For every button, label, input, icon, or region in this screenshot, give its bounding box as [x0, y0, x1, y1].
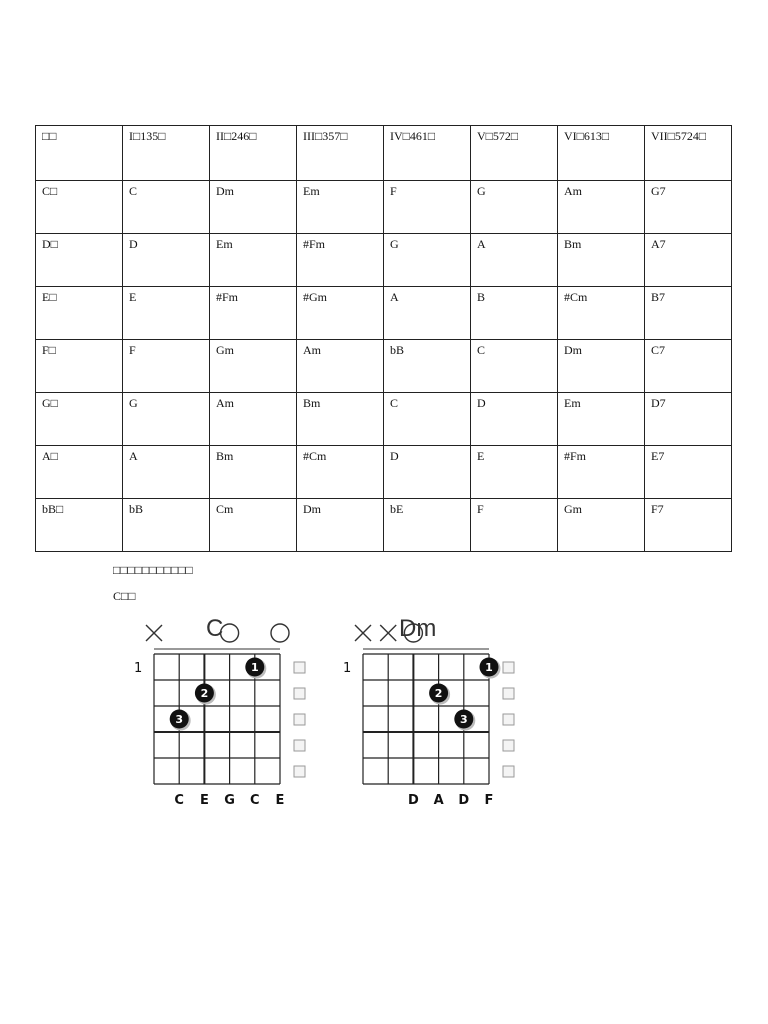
chord-table-body	[36, 126, 732, 552]
table-cell: Bm	[297, 393, 384, 446]
table-cell: F	[123, 340, 210, 393]
table-cell: C	[123, 181, 210, 234]
finger-number: 1	[250, 661, 259, 674]
table-cell: #Fm	[558, 446, 645, 499]
table-cell: G□	[36, 393, 123, 446]
table-cell: V□572□	[471, 126, 558, 181]
table-header-row	[36, 126, 732, 181]
caption-line-2: C□□	[113, 589, 136, 603]
table-cell: E□	[36, 287, 123, 340]
table-cell: Am	[297, 340, 384, 393]
table-row	[36, 234, 732, 287]
table-cell: III□357□	[297, 126, 384, 181]
fret-box-icon	[294, 714, 305, 725]
table-cell: II□246□	[210, 126, 297, 181]
fret-box-icon	[503, 714, 514, 725]
table-cell: Gm	[210, 340, 297, 393]
table-cell: Bm	[210, 446, 297, 499]
table-cell: E7	[645, 446, 732, 499]
table-cell: G	[123, 393, 210, 446]
table-cell: #Gm	[297, 287, 384, 340]
table-cell: C□	[36, 181, 123, 234]
table-cell: Em	[558, 393, 645, 446]
chord-name: Dm	[399, 615, 437, 642]
note-label: F	[484, 793, 494, 808]
fret-box-icon	[294, 662, 305, 673]
table-cell: Cm	[210, 499, 297, 552]
caption-line-1: □□□□□□□□□□□	[113, 563, 193, 577]
note-label: E	[275, 793, 285, 808]
fret-box-icon	[294, 740, 305, 751]
finger-number: 3	[175, 713, 184, 726]
muted-string-icon	[146, 625, 162, 641]
table-cell: G7	[645, 181, 732, 234]
table-cell: D	[123, 234, 210, 287]
table-cell: Em	[297, 181, 384, 234]
table-cell: Dm	[210, 181, 297, 234]
table-cell: bB	[384, 340, 471, 393]
table-cell: Am	[558, 181, 645, 234]
table-cell: Dm	[297, 499, 384, 552]
note-label: E	[199, 793, 209, 808]
table-row	[36, 446, 732, 499]
fret-box-icon	[503, 662, 514, 673]
finger-number: 2	[434, 687, 443, 700]
chord-table	[35, 125, 732, 552]
table-cell: A	[123, 446, 210, 499]
table-cell: B	[471, 287, 558, 340]
table-cell: G	[471, 181, 558, 234]
table-cell: Dm	[558, 340, 645, 393]
note-label: C	[250, 793, 260, 808]
chord-diagram-dm	[337, 610, 537, 820]
table-cell: #Cm	[297, 446, 384, 499]
note-label: C	[174, 793, 184, 808]
table-row	[36, 499, 732, 552]
table-cell: I□135□	[123, 126, 210, 181]
table-cell: E	[471, 446, 558, 499]
open-string-icon	[271, 624, 289, 642]
finger-number: 2	[200, 687, 209, 700]
fret-number-label: 1	[134, 661, 143, 676]
table-cell: A□	[36, 446, 123, 499]
finger-number: 1	[485, 661, 493, 674]
table-cell: B7	[645, 287, 732, 340]
table-row	[36, 181, 732, 234]
chord-name: C	[206, 615, 224, 642]
fret-box-icon	[294, 766, 305, 777]
table-cell: Gm	[558, 499, 645, 552]
table-cell: C7	[645, 340, 732, 393]
table-cell: IV□461□	[384, 126, 471, 181]
note-label: D	[408, 793, 419, 808]
table-cell: VI□613□	[558, 126, 645, 181]
chord-diagram-c	[128, 610, 328, 820]
table-cell: #Fm	[297, 234, 384, 287]
table-cell: F	[471, 499, 558, 552]
table-cell: bB□	[36, 499, 123, 552]
fret-box-icon	[503, 766, 514, 777]
table-cell: F□	[36, 340, 123, 393]
table-cell: □□	[36, 126, 123, 181]
fret-box-icon	[294, 688, 305, 699]
muted-string-icon	[355, 625, 371, 641]
table-cell: A7	[645, 234, 732, 287]
table-cell: Bm	[558, 234, 645, 287]
finger-number: 3	[459, 713, 468, 726]
table-cell: F7	[645, 499, 732, 552]
table-cell: D□	[36, 234, 123, 287]
table-cell: #Cm	[558, 287, 645, 340]
muted-string-icon	[380, 625, 396, 641]
table-cell: VII□5724□	[645, 126, 732, 181]
table-cell: A	[384, 287, 471, 340]
table-cell: C	[471, 340, 558, 393]
table-cell: D	[471, 393, 558, 446]
fret-number-label: 1	[343, 661, 352, 676]
fret-box-icon	[503, 740, 514, 751]
table-cell: Em	[210, 234, 297, 287]
table-cell: bE	[384, 499, 471, 552]
fret-box-icon	[503, 688, 514, 699]
table-row	[36, 287, 732, 340]
table-cell: E	[123, 287, 210, 340]
table-row	[36, 393, 732, 446]
table-row	[36, 340, 732, 393]
table-cell: G	[384, 234, 471, 287]
table-cell: Am	[210, 393, 297, 446]
table-cell: D7	[645, 393, 732, 446]
table-cell: bB	[123, 499, 210, 552]
table-cell: D	[384, 446, 471, 499]
table-cell: C	[384, 393, 471, 446]
note-label: D	[458, 793, 470, 808]
note-label: A	[433, 793, 444, 808]
table-cell: #Fm	[210, 287, 297, 340]
note-label: G	[224, 793, 235, 808]
table-cell: A	[471, 234, 558, 287]
table-cell: F	[384, 181, 471, 234]
